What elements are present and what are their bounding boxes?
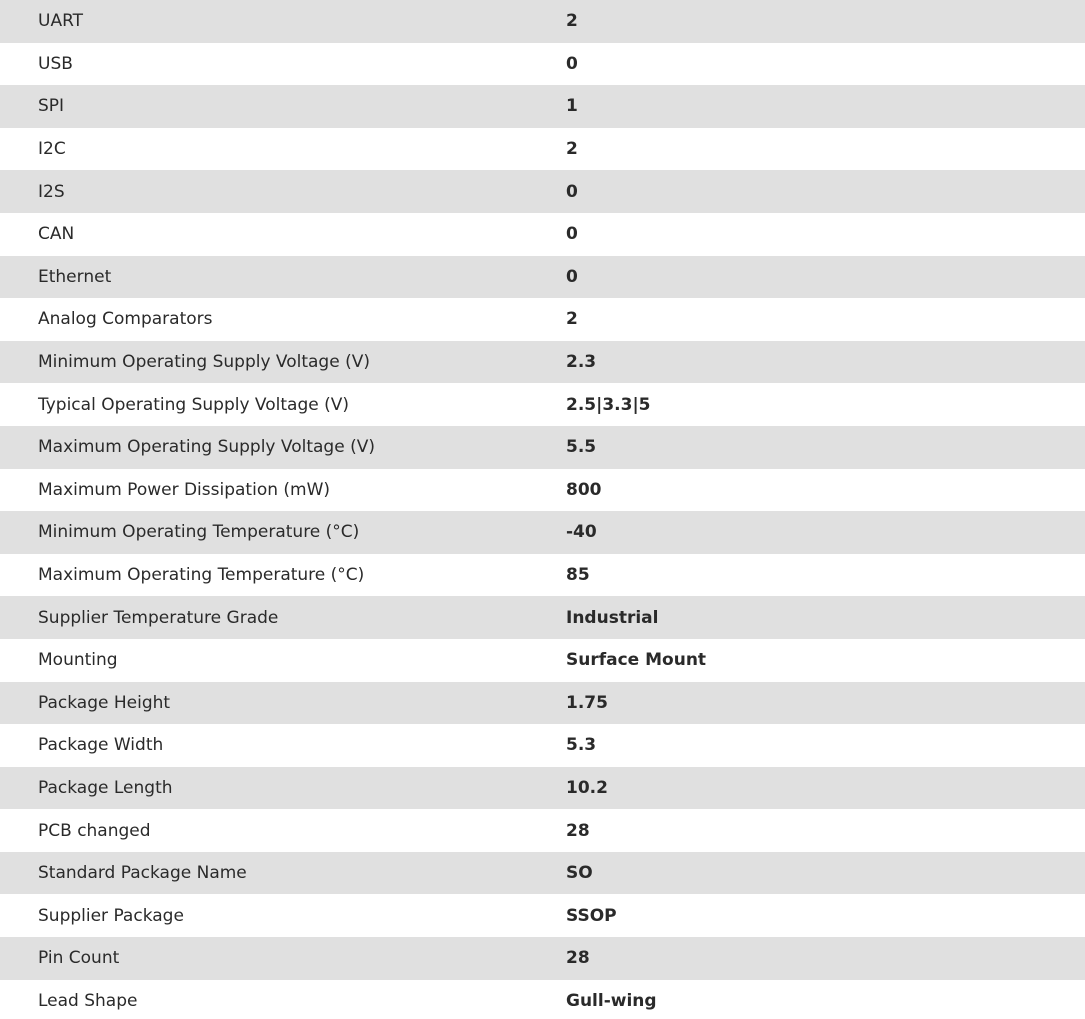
spec-value: 800: [566, 479, 602, 500]
spec-value: 2: [566, 11, 578, 32]
spec-value: Gull-wing: [566, 990, 657, 1011]
spec-row-uart: [0, 0, 1085, 43]
spec-value: 5.3: [566, 735, 597, 756]
spec-label: Analog Comparators: [38, 309, 213, 330]
spec-value: -40: [566, 522, 597, 543]
spec-row-min-supply-voltage: [0, 341, 1085, 384]
spec-label: Package Width: [38, 735, 164, 756]
spec-label: Supplier Temperature Grade: [38, 607, 279, 628]
spec-value: 0: [566, 266, 578, 287]
spec-value: 10.2: [566, 777, 608, 798]
spec-label: CAN: [38, 224, 75, 245]
spec-label: USB: [38, 53, 73, 74]
spec-label: Package Height: [38, 692, 171, 713]
spec-value: Surface Mount: [566, 650, 707, 671]
spec-value: 2.3: [566, 352, 597, 373]
spec-label: Maximum Power Dissipation (mW): [38, 479, 331, 500]
spec-row-max-supply-voltage: [0, 426, 1085, 469]
spec-label: Minimum Operating Temperature (°C): [38, 522, 360, 543]
spec-row-i2c: [0, 128, 1085, 171]
spec-row-mounting: [0, 639, 1085, 682]
spec-label: Ethernet: [38, 266, 112, 287]
spec-value: 0: [566, 53, 578, 74]
spec-value: Industrial: [566, 607, 659, 628]
spec-row-max-operating-temp: [0, 554, 1085, 597]
spec-row-max-power-dissipation: [0, 469, 1085, 512]
spec-label: Typical Operating Supply Voltage (V): [38, 394, 349, 415]
spec-label: Pin Count: [38, 948, 120, 969]
spec-value: 28: [566, 820, 590, 841]
spec-row-typ-supply-voltage: [0, 383, 1085, 426]
spec-value: SO: [566, 863, 593, 884]
spec-label: Standard Package Name: [38, 863, 247, 884]
spec-label: I2S: [38, 181, 65, 202]
spec-row-lead-shape: [0, 980, 1085, 1019]
spec-value: 85: [566, 565, 590, 586]
spec-value: 28: [566, 948, 590, 969]
spec-row-package-height: [0, 682, 1085, 725]
spec-label: PCB changed: [38, 820, 151, 841]
spec-row-package-length: [0, 767, 1085, 810]
spec-row-package-width: [0, 724, 1085, 767]
spec-label: Lead Shape: [38, 990, 138, 1011]
spec-label: SPI: [38, 96, 65, 117]
spec-value: 2.5|3.3|5: [566, 394, 651, 415]
spec-value: 5.5: [566, 437, 597, 458]
spec-value: 2: [566, 309, 578, 330]
spec-label: Maximum Operating Temperature (°C): [38, 565, 365, 586]
spec-value: 1.75: [566, 692, 608, 713]
spec-value: 0: [566, 181, 578, 202]
spec-label: Maximum Operating Supply Voltage (V): [38, 437, 375, 458]
spec-row-standard-package-name: [0, 852, 1085, 895]
spec-row-usb: [0, 43, 1085, 86]
spec-row-ethernet: [0, 256, 1085, 299]
spec-row-min-operating-temp: [0, 511, 1085, 554]
spec-label: Mounting: [38, 650, 118, 671]
spec-label: Minimum Operating Supply Voltage (V): [38, 352, 370, 373]
spec-label: Supplier Package: [38, 905, 184, 926]
spec-row-analog-comparators: [0, 298, 1085, 341]
spec-row-spi: [0, 85, 1085, 128]
spec-row-temperature-grade: [0, 596, 1085, 639]
spec-label: UART: [38, 11, 84, 32]
spec-value: SSOP: [566, 905, 617, 926]
spec-row-can: [0, 213, 1085, 256]
spec-label: Package Length: [38, 777, 173, 798]
spec-row-supplier-package: [0, 894, 1085, 937]
spec-row-i2s: [0, 170, 1085, 213]
spec-row-pcb-changed: [0, 809, 1085, 852]
spec-label: I2C: [38, 139, 66, 160]
spec-value: 0: [566, 224, 578, 245]
spec-value: 2: [566, 139, 578, 160]
spec-row-pin-count: [0, 937, 1085, 980]
spec-value: 1: [566, 96, 578, 117]
